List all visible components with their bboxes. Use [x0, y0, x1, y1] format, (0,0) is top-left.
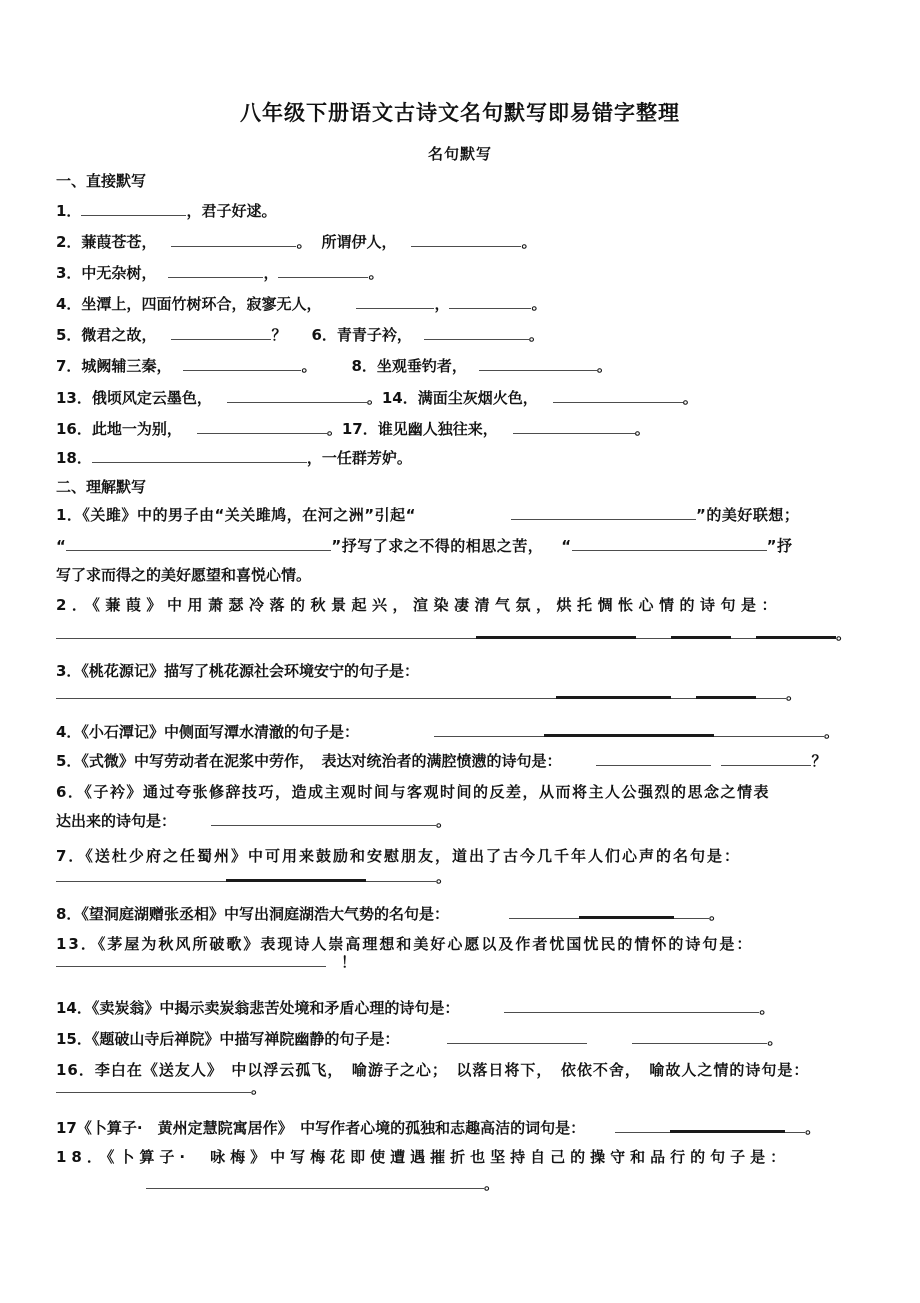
- text-run: 。: [521, 233, 537, 251]
- text-run: ，一任群芳妒。: [306, 449, 412, 467]
- spacer: [156, 339, 171, 340]
- fill-in-blank: [756, 684, 786, 699]
- text-run: 18．: [56, 449, 92, 467]
- text-run: 。: [634, 420, 650, 438]
- text-run: 。: [528, 326, 544, 344]
- text-run: 18．《卜算子· 咏梅》中写梅花即使遭遇摧折也坚持自己的操守和品行的句子是：: [56, 1148, 791, 1166]
- text-run: 。: [708, 905, 724, 923]
- spacer: [412, 339, 424, 340]
- ii14: [56, 997, 774, 1019]
- fill-in-blank: [504, 998, 759, 1013]
- fill-in-blank: [356, 294, 434, 309]
- spacer: [711, 765, 721, 766]
- fill-in-blank: [211, 811, 436, 826]
- ii15: [56, 1028, 782, 1050]
- text-run: 。: [759, 999, 775, 1017]
- text-run: 。17．谁见幽人独往来，: [326, 420, 498, 438]
- fill-in-blank: [785, 1118, 805, 1133]
- fill-in-blank: [278, 263, 368, 278]
- text-run: 13．俄顷风定云墨色，: [56, 389, 212, 407]
- text-run: ？: [271, 326, 287, 344]
- text-run: 3．《桃花源记》描写了桃花源社会环境安宁的句子是：: [56, 662, 419, 680]
- fill-in-blank: [479, 356, 597, 371]
- ii3-l1: [56, 660, 419, 682]
- fill-in-blank-bold: [579, 902, 674, 919]
- text-run: 6．《子衿》通过夸张修辞技巧，造成主观时间与客观时间的反差，从而将主人公强烈的思念之情表: [56, 783, 770, 801]
- sec1-heading: [56, 170, 146, 192]
- spacer: [321, 308, 356, 309]
- ii2-l1: [56, 594, 782, 616]
- fill-in-blank: [424, 325, 529, 340]
- fill-in-blank: [183, 356, 301, 371]
- text-run: 5．《式微》中写劳动者在泥浆中劳作， 表达对统治者的满腔愤懑的诗句是：: [56, 752, 562, 770]
- fill-in-blank: [56, 867, 226, 882]
- ii7-blank: [56, 865, 451, 887]
- text-run: 7．《送杜少府之任蜀州》中可用来鼓励和安慰朋友，道出了古今几千年人们心声的名句是：: [56, 847, 741, 865]
- ii16-blank: [56, 1077, 266, 1099]
- text-run: 6．青青子衿，: [311, 326, 412, 344]
- fill-in-blank-bold: [756, 622, 836, 639]
- fill-in-blank-bold: [696, 682, 756, 699]
- spacer: [316, 370, 351, 371]
- text-run: 写了求而得之的美好愿望和喜悦心情。: [56, 566, 312, 584]
- fill-in-blank-bold: [226, 865, 366, 882]
- ii5: [56, 750, 826, 772]
- fill-in-blank: [366, 867, 436, 882]
- spacer: [467, 370, 479, 371]
- text-run: 。: [368, 264, 384, 282]
- text-run: ？: [811, 752, 827, 770]
- q2: [56, 231, 537, 253]
- fill-in-blank-bold: [476, 622, 636, 639]
- fill-in-blank: [434, 722, 544, 737]
- text-run: 13．《茅屋为秋风所破歌》表现诗人崇高理想和美好心愿以及作者忧国忧民的情怀的诗句是：: [56, 935, 754, 953]
- spacer: [498, 433, 513, 434]
- text-run: ，: [434, 295, 450, 313]
- page-subtitle: 名句默写: [427, 145, 492, 163]
- fill-in-blank-bold: [556, 682, 671, 699]
- fill-in-blank: [671, 684, 696, 699]
- spacer: [561, 765, 596, 766]
- spacer: [587, 1043, 632, 1044]
- text-run: 。14．满面尘灰烟火色，: [366, 389, 538, 407]
- fill-in-blank: [731, 624, 756, 639]
- fill-in-blank: [596, 751, 711, 766]
- q5-6: [56, 324, 544, 346]
- q1: [56, 200, 276, 222]
- ii1-l2: [56, 535, 792, 557]
- fill-in-blank: [92, 448, 307, 463]
- fill-in-blank: [674, 904, 709, 919]
- fill-in-blank: [197, 419, 327, 434]
- fill-in-blank: [66, 536, 331, 551]
- spacer: [399, 1043, 447, 1044]
- ii13-blank: [56, 951, 356, 973]
- fill-in-blank: [615, 1118, 670, 1133]
- fill-in-blank: [171, 232, 296, 247]
- fill-in-blank: [447, 1029, 587, 1044]
- spacer: [56, 1188, 146, 1189]
- ii18-blank: [56, 1173, 499, 1195]
- spacer: [156, 277, 168, 278]
- text-run: 2．《蒹葭》中用萧瑟冷落的秋景起兴，渲染凄清气氛，烘托惆怅心情的诗句是：: [56, 596, 782, 614]
- fill-in-blank: [632, 1029, 767, 1044]
- fill-in-blank: [171, 325, 271, 340]
- q3: [56, 262, 383, 284]
- fill-in-blank: [56, 1078, 251, 1093]
- ii2-blank: [56, 622, 851, 644]
- text-run: 16．李白在《送友人》 中以浮云孤飞， 喻游子之心； 以落日将下， 依依不舍， 喻故人之情的诗句是：: [56, 1061, 810, 1079]
- ii8: [56, 902, 724, 924]
- fill-in-blank-bold: [671, 622, 731, 639]
- fill-in-blank: [56, 952, 326, 967]
- ii1-l3: [56, 564, 311, 586]
- ii4: [56, 720, 839, 742]
- ii17: [56, 1116, 820, 1138]
- text-run: ”抒: [766, 537, 793, 555]
- text-run: 17《卜算子· 黄州定慧院寓居作》 中写作者心境的孤独和志趣高洁的词句是：: [56, 1119, 586, 1137]
- fill-in-blank: [56, 684, 556, 699]
- spacer: [171, 370, 183, 371]
- q16-17: [56, 418, 650, 440]
- fill-in-blank: [168, 263, 263, 278]
- spacer: [212, 402, 227, 403]
- text-run: 。: [596, 357, 612, 375]
- text-run: ，君子好逑。: [186, 202, 277, 220]
- spacer: [416, 519, 511, 520]
- text-run: “: [56, 537, 67, 555]
- text-run: 14．《卖炭翁》中揭示卖炭翁悲苦处境和矛盾心理的诗句是：: [56, 999, 460, 1017]
- ii7-l1: [56, 845, 741, 867]
- text-run: ！: [326, 953, 357, 971]
- fill-in-blank: [714, 722, 824, 737]
- spacer: [182, 433, 197, 434]
- sec2-heading: [56, 476, 146, 498]
- page-title: 八年级下册语文古诗文名句默写即易错字整理: [240, 101, 680, 125]
- q7-8: [56, 355, 612, 377]
- spacer: [449, 918, 509, 919]
- text-run: 3．中无杂树，: [56, 264, 157, 282]
- ii3-blank: [56, 682, 801, 704]
- text-run: 16．此地一为别，: [56, 420, 182, 438]
- fill-in-blank: [56, 624, 476, 639]
- text-run: 8．坐观垂钓者，: [351, 357, 467, 375]
- text-run: 。: [301, 357, 317, 375]
- fill-in-blank-bold: [544, 720, 714, 737]
- text-run: 一、直接默写: [56, 172, 147, 190]
- text-run: 2．蒹葭苍苍，: [56, 233, 157, 251]
- text-run: 。: [436, 868, 452, 886]
- ii1-l1: [56, 504, 799, 526]
- text-run: 。: [767, 1030, 783, 1048]
- text-run: 。: [436, 812, 452, 830]
- fill-in-blank: [511, 505, 696, 520]
- spacer: [585, 1132, 615, 1133]
- fill-in-blank: [81, 201, 186, 216]
- ii18-l1: [56, 1146, 790, 1168]
- spacer: [156, 246, 171, 247]
- text-run: “: [561, 537, 572, 555]
- text-run: 7．城阙辅三秦，: [56, 357, 172, 375]
- q13-14: [56, 387, 698, 409]
- text-run: 15．《题破山寺后禅院》中描写禅院幽静的句子是：: [56, 1030, 400, 1048]
- spacer: [176, 825, 211, 826]
- text-run: 达出来的诗句是：: [56, 812, 177, 830]
- fill-in-blank: [513, 419, 635, 434]
- text-run: 。: [484, 1175, 500, 1193]
- text-run: 1．: [56, 202, 82, 220]
- text-run: 4．坐潭上，四面竹树环合，寂寥无人，: [56, 295, 322, 313]
- spacer: [286, 339, 311, 340]
- text-run: 1．《关雎》中的男子由“关关雎鸠，在河之洲”引起“: [56, 506, 417, 524]
- fill-in-blank: [449, 294, 531, 309]
- fill-in-blank-bold: [670, 1116, 785, 1133]
- q18: [56, 447, 412, 469]
- fill-in-blank: [636, 624, 671, 639]
- fill-in-blank: [572, 536, 767, 551]
- text-run: 。: [296, 233, 312, 251]
- spacer: [311, 246, 321, 247]
- fill-in-blank: [411, 232, 521, 247]
- spacer: [459, 1012, 504, 1013]
- text-run: 4．《小石潭记》中侧面写潭水清澈的句子是：: [56, 723, 359, 741]
- spacer: [538, 402, 553, 403]
- ii6-l2: [56, 810, 451, 832]
- spacer: [543, 550, 561, 551]
- text-run: 二、理解默写: [56, 478, 147, 496]
- text-run: 。: [786, 685, 802, 703]
- fill-in-blank: [146, 1174, 484, 1189]
- fill-in-blank: [509, 904, 579, 919]
- fill-in-blank: [553, 388, 683, 403]
- spacer: [359, 736, 434, 737]
- fill-in-blank: [721, 751, 811, 766]
- fill-in-blank: [227, 388, 367, 403]
- text-run: 。: [251, 1079, 267, 1097]
- ii6-l1: [56, 781, 770, 803]
- text-run: 8．《望洞庭湖赠张丞相》中写出洞庭湖浩大气势的名句是：: [56, 905, 449, 923]
- text-run: ，: [263, 264, 279, 282]
- text-run: 。: [823, 723, 839, 741]
- q4: [56, 293, 546, 315]
- text-run: ”抒写了求之不得的相思之苦，: [331, 537, 544, 555]
- text-run: 。: [805, 1119, 821, 1137]
- text-run: 5．微君之故，: [56, 326, 157, 344]
- text-run: ”的美好联想；: [696, 506, 800, 524]
- text-run: 所谓伊人，: [321, 233, 397, 251]
- text-run: 。: [531, 295, 547, 313]
- spacer: [396, 246, 411, 247]
- text-run: 。: [682, 389, 698, 407]
- text-run: 。: [836, 625, 852, 643]
